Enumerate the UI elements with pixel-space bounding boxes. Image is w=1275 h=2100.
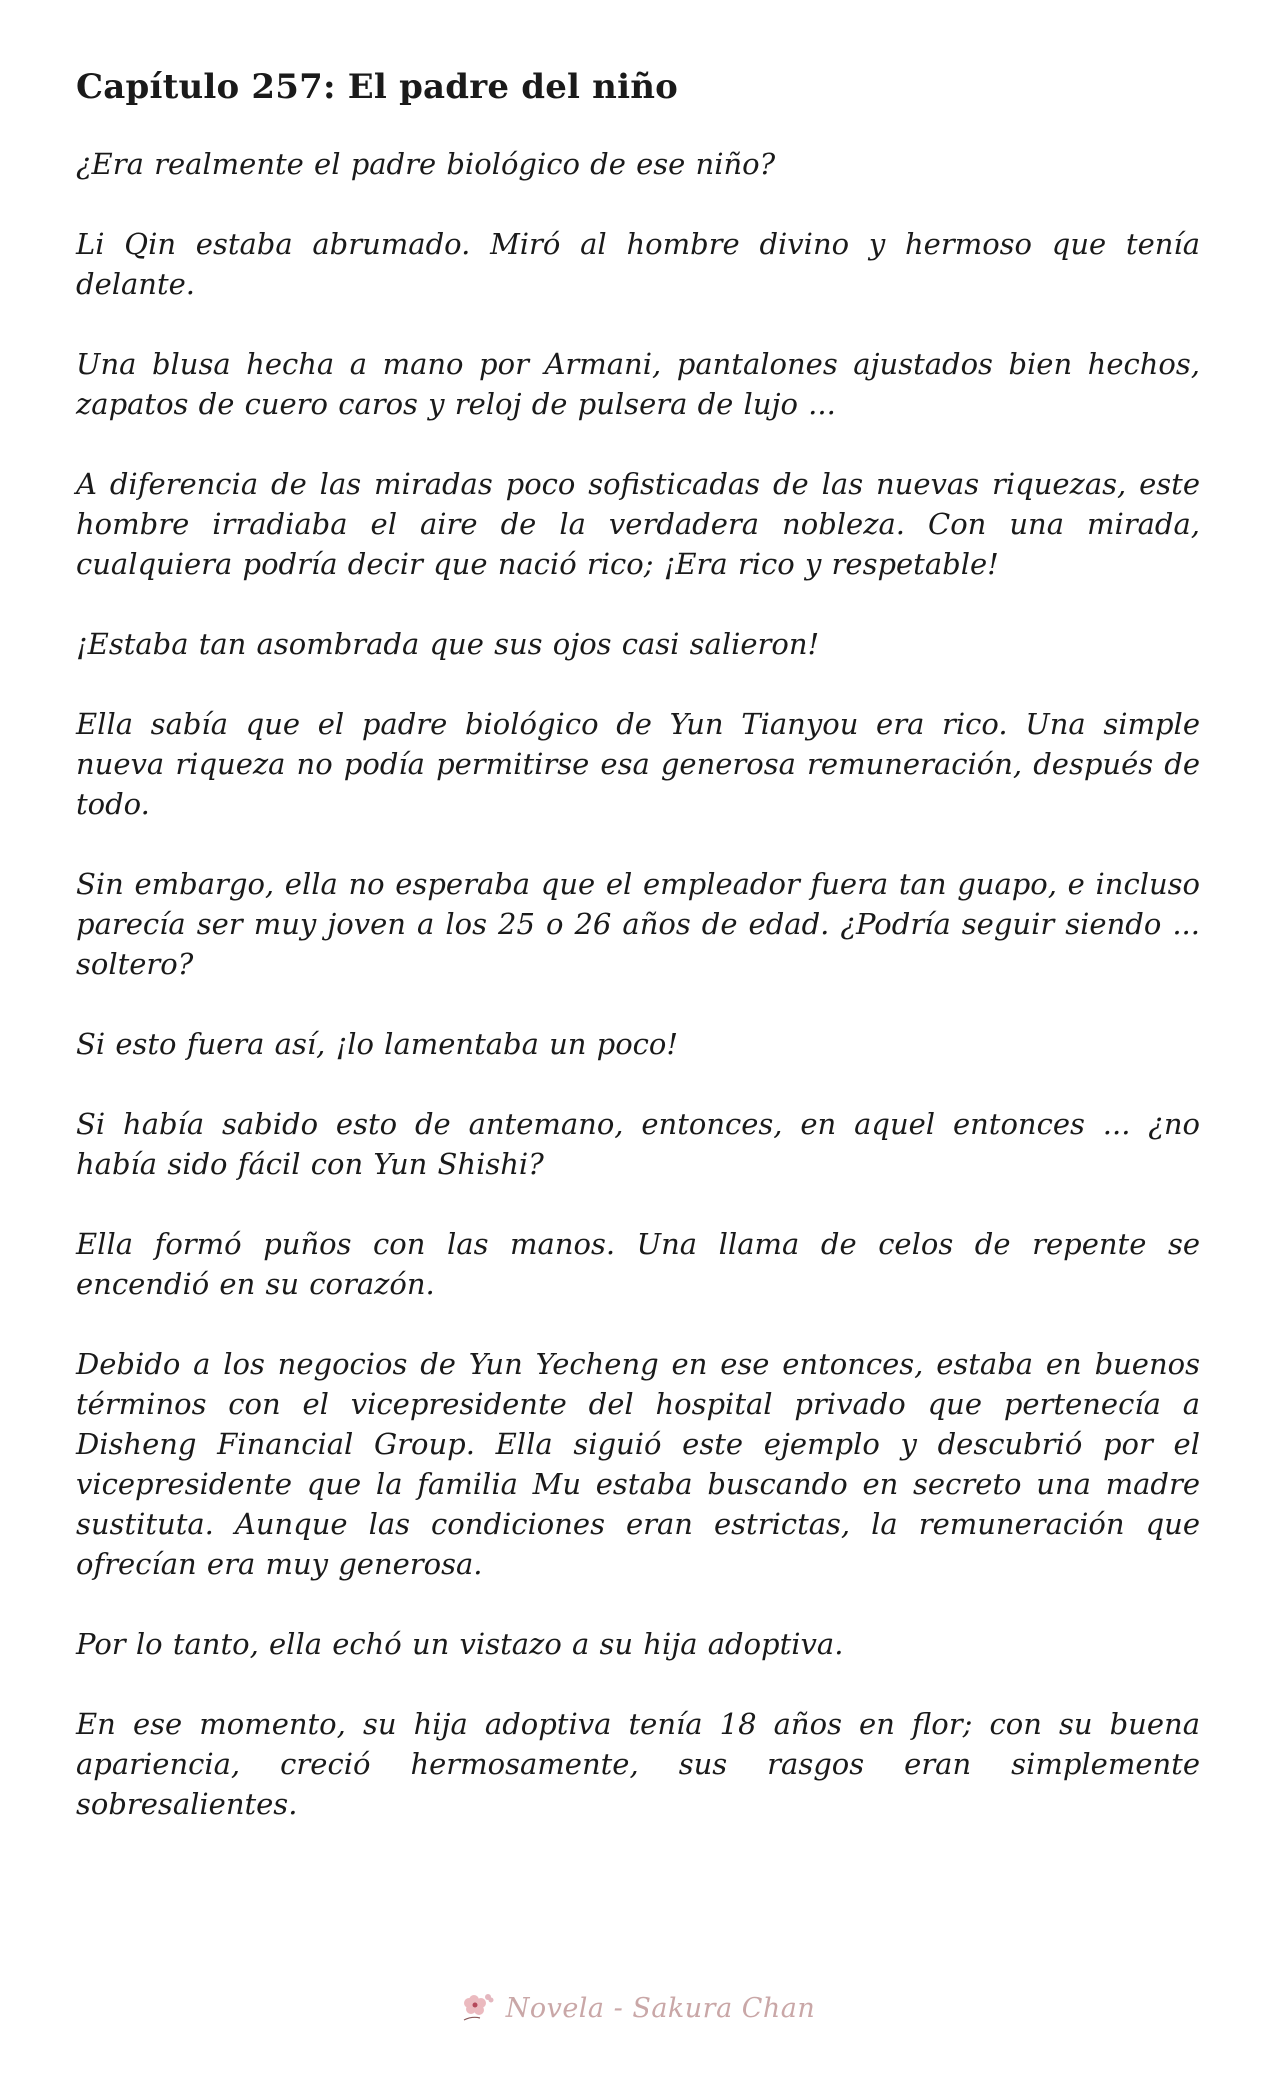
watermark-group <box>460 1990 816 2026</box>
document-page <box>76 66 1200 1864</box>
paragraph-4: A diferencia de las miradas poco sofisticadas de las nuevas riquezas, este hombre irradiaba el aire de la verdadera nobleza. Con una mirada, cualquiera podría decir que nació rico; ¡Era rico y respetable! <box>76 467 1200 581</box>
paragraph-12: Por lo tanto, ella echó un vistazo a su hija adoptiva. <box>76 1627 844 1661</box>
paragraph-7: Sin embargo, ella no esperaba que el empleador fuera tan guapo, e incluso parecía ser muy joven a los 25 o 26 años de edad. ¿Podría seguir siendo ... soltero? <box>76 867 1200 981</box>
paragraph-9: Si había sabido esto de antemano, entonces, en aquel entonces ... ¿no había sido fácil con Yun Shishi? <box>76 1107 1200 1181</box>
paragraph-8: Si esto fuera así, ¡lo lamentaba un poco! <box>76 1027 679 1061</box>
paragraph-13: En ese momento, su hija adoptiva tenía 18 años en flor; con su buena apariencia, creció hermosamente, sus rasgos eran simplemente sobresalientes. <box>76 1707 1200 1821</box>
paragraph-11: Debido a los negocios de Yun Yecheng en ese entonces, estaba en buenos términos con el vicepresidente del hospital privado que pertenecía a Disheng Financial Group. Ella siguió este ejemplo y descubrió por el vicepresidente que la familia Mu estaba buscando en secreto una madre sustituta. Aunque las condiciones eran estrictas, la remuneración que ofrecían era muy generosa. <box>76 1347 1200 1581</box>
footer-watermark <box>0 1990 1275 2026</box>
paragraph-10: Ella formó puños con las manos. Una llama de celos de repente se encendió en su corazón. <box>76 1227 1200 1301</box>
chapter-body <box>76 144 1200 1824</box>
paragraph-3: Una blusa hecha a mano por Armani, pantalones ajustados bien hechos, zapatos de cuero caros y reloj de pulsera de lujo ... <box>76 347 1200 421</box>
paragraph-5: ¡Estaba tan asombrada que sus ojos casi salieron! <box>76 627 820 661</box>
sakura-flower-icon <box>460 1990 496 2026</box>
watermark-text: Novela - Sakura Chan <box>505 1992 816 2024</box>
paragraph-6: Ella sabía que el padre biológico de Yun Tianyou era rico. Una simple nueva riqueza no podía permitirse esa generosa remuneración, después de todo. <box>76 707 1200 821</box>
chapter-title: Capítulo 257: El padre del niño <box>76 67 679 107</box>
paragraph-2: Li Qin estaba abrumado. Miró al hombre divino y hermoso que tenía delante. <box>76 227 1200 301</box>
paragraph-1: ¿Era realmente el padre biológico de ese niño? <box>76 147 776 181</box>
